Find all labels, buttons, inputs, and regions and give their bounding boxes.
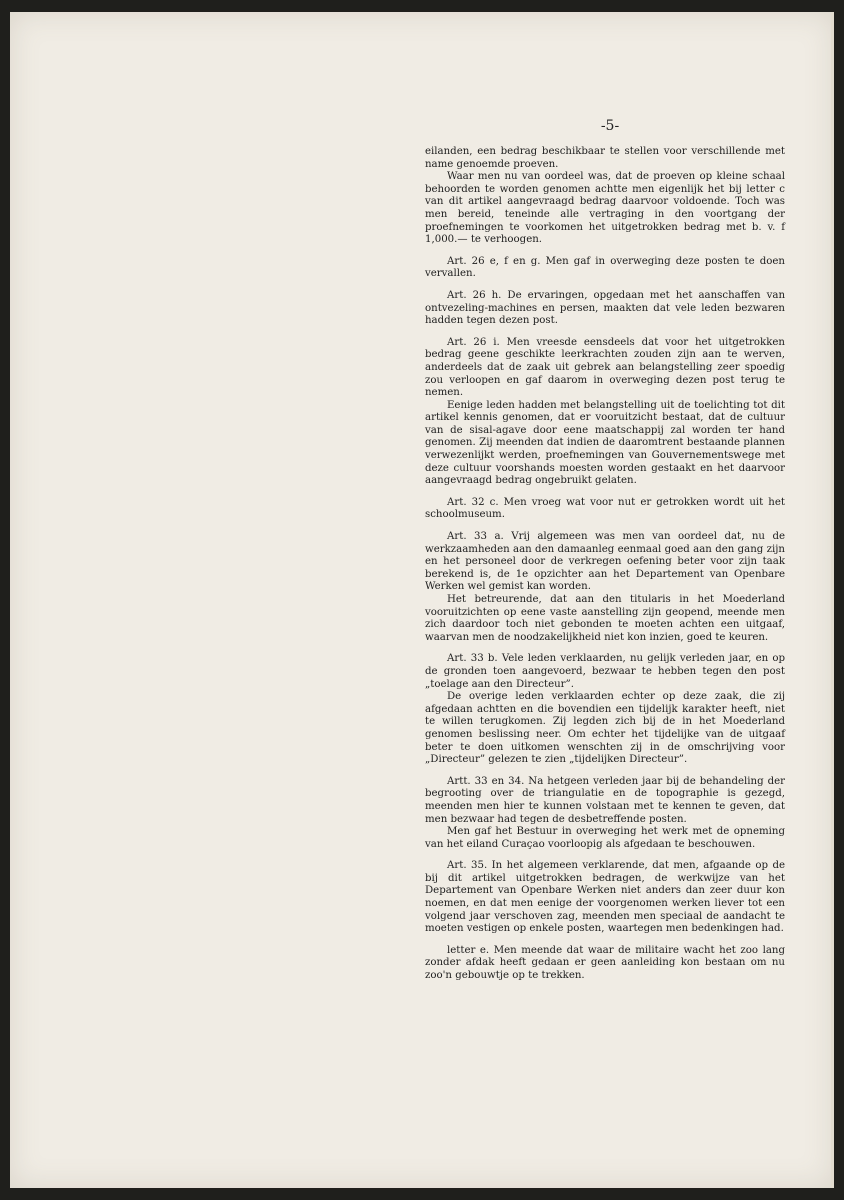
paragraph-art-35: Art. 35. In het algemeen verklarende, dat men, afgaande op de bij dit artikel uitgetrokken bedragen, de werkwijze van het Departement van Openbare Werken niet anders dan zeer duur kon noemen, en dat men eenige der voorgenomen werken liever tot een volgend jaar verschoven zag, meenden men speciaal de aandacht te moeten vestigen op enkele posten, waartegen men bedenkingen had. <box>425 860 785 935</box>
paragraph: eilanden, een bedrag beschikbaar te stellen voor verschillende met name genoemde proeven. <box>425 146 785 170</box>
page-number: -5- <box>600 118 620 134</box>
paragraph: Men gaf het Bestuur in overweging het werk met de opneming van het eiland Curaçao voorloopig als afgedaan te beschouwen. <box>425 826 785 850</box>
paragraph: Het betreurende, dat aan den titularis in het Moederland vooruitzichten op eene vaste aanstelling zijn geopend, meende men zich daardoor toch niet gebonden te moeten achten een uitgaaf, waarvan men de noodzakelijkheid niet kon inzien, goed te keuren. <box>425 594 785 643</box>
paragraph-art-26-i: Art. 26 i. Men vreesde eensdeels dat voor het uitgetrokken bedrag geene geschikte leerkrachten zouden zijn aan te werven, anderdeels dat de zaak uit gebrek aan belangstelling zeer spoedig zou verloopen en gaf daarom in overweging dezen post terug te nemen. <box>425 336 785 399</box>
paragraph-art-26-efg: Art. 26 e, f en g. Men gaf in overweging deze posten te doen vervallen. <box>425 255 785 280</box>
paragraph-art-33-a: Art. 33 a. Vrij algemeen was men van oordeel dat, nu de werkzaamheden aan den damaanleg eenmaal goed aan den gang zijn en het personeel door de verkregen oefening beter voor zijn taak berekend is, de 1e opzichter aan het Departement van Openbare Werken wel gemist kan worden. <box>425 531 785 593</box>
paragraph-art-26-h: Art. 26 h. De ervaringen, opgedaan met het aanschaffen van ontvezeling-machines en persen, maakten dat vele leden bezwaren hadden tegen dezen post. <box>425 289 785 327</box>
paragraph: Waar men nu van oordeel was, dat de proeven op kleine schaal behoorden te worden genomen achtte men eigenlijk het bij letter c van dit artikel aangevraagd bedrag daarvoor voldoende. Toch was men bereid, teneinde alle vertraging in den voortgang der proefnemingen te voorkomen het uitgetrokken bedrag met b. v. f 1,000.— te verhoogen. <box>425 171 785 246</box>
paragraph-letter-e: letter e. Men meende dat waar de militaire wacht het zoo lang zonder afdak heeft gedaan er geen aanleiding kon bestaan om nu zoo'n gebouwtje op te trekken. <box>425 944 785 982</box>
text-column <box>425 146 785 983</box>
paragraph: Eenige leden hadden met belangstelling uit de toelichting tot dit artikel kennis genomen, dat er vooruitzicht bestaat, dat de cultuur van de sisal-agave door eene maatschappij zal worden ter hand genomen. Zij meenden dat indien de daaromtrent bestaande plannen verwezenlijkt werden, proefnemingen van Gouvernementswege met deze cultuur voorshands moesten worden gestaakt en het daarvoor aangevraagd bedrag ongebruikt gelaten. <box>425 399 785 487</box>
paragraph-art-32-c: Art. 32 c. Men vroeg wat voor nut er getrokken wordt uit het schoolmuseum. <box>425 496 785 521</box>
paragraph-artt-33-34: Artt. 33 en 34. Na hetgeen verleden jaar bij de behandeling der begrooting over de triangulatie en de topographie is gezegd, meenden men hier te kunnen volstaan met te kennen te geven, dat men bezwaar had tegen de desbetreffende posten. <box>425 775 785 825</box>
paragraph-art-33-b: Art. 33 b. Vele leden verklaarden, nu gelijk verleden jaar, en op de gronden toen aangevoerd, bezwaar te hebben tegen den post „toelage aan den Directeur”. <box>425 653 785 690</box>
paragraph: De overige leden verklaarden echter op deze zaak, die zij afgedaan achtten en die bovendien een tijdelijk karakter heeft, niet te willen terugkomen. Zij legden zich bij de in het Moederland genomen beslissing neer. Om echter het tijdelijke van de uitgaaf beter te doen uitkomen wenschten zij in de omschrijving voor „Directeur” gelezen te zien „tijdelijken Directeur”. <box>425 691 785 766</box>
